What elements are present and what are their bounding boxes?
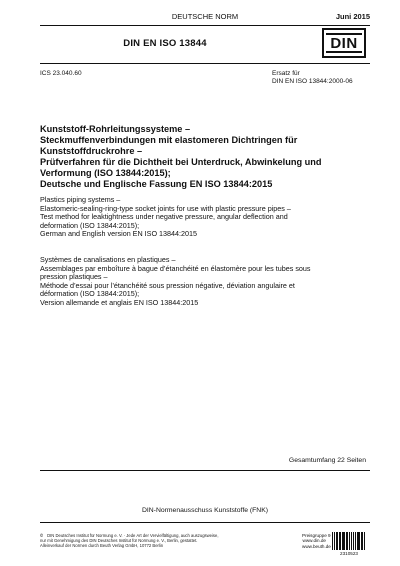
publisher-info: [302, 533, 331, 549]
barcode-bar: [358, 532, 359, 550]
title-french: [40, 256, 366, 308]
title-de-line: Steckmuffenverbindungen mit elastomeren Dichtringen für: [40, 135, 298, 145]
barcode-bar: [346, 532, 347, 550]
barcode-bar: [332, 532, 333, 550]
copyright-symbol: ©: [40, 533, 44, 538]
title-fr-line: Méthode d’essai pour l’étanchéité sous pression négative, déviation angulaire et: [40, 280, 295, 290]
replacement-value: DIN EN ISO 13844:2000-06: [272, 78, 353, 85]
header-bottom-divider: [40, 63, 370, 64]
title-english: [40, 196, 366, 239]
title-fr-line: pression plastiques –: [40, 272, 108, 282]
title-en-line: Test method for leaktightness under negative pressure, angular deflection and: [40, 212, 288, 222]
barcode-bar: [334, 532, 335, 550]
body-bottom-divider: [40, 470, 370, 471]
barcode-bar: [364, 532, 365, 550]
barcode-bar: [361, 532, 362, 550]
title-german: [40, 124, 366, 190]
barcode-bar: [357, 532, 358, 550]
barcode-bar: [343, 532, 344, 550]
copyright-line: nur mit Genehmigung des DIN Deutsches Institut für Normung e. V., Berlin, gestattet.: [40, 538, 198, 544]
beuth-url[interactable]: www.beuth.de: [302, 543, 331, 549]
barcode-bar: [347, 532, 348, 550]
title-en-line: German and English version EN ISO 13844:2015: [40, 229, 198, 239]
din-logo: [322, 28, 366, 58]
footer-divider: [40, 522, 370, 523]
barcode: [332, 532, 366, 550]
page-count: Gesamtumfang 22 Seiten: [288, 457, 366, 464]
issue-date: Juni 2015: [335, 12, 370, 21]
title-en-line: deformation (ISO 13844:2015);: [40, 220, 140, 230]
barcode-bar: [337, 532, 338, 550]
price-group: Preisgruppe 9: [302, 533, 331, 538]
header-top: [40, 12, 370, 24]
title-fr-line: Systèmes de canalisations en plastiques –: [40, 255, 176, 264]
din-url[interactable]: www.din.de: [302, 538, 326, 544]
title-en-line: Elastomeric-sealing-ring-type socket joints for use with plastic pressure pipes –: [40, 203, 291, 213]
barcode-bar: [351, 532, 352, 550]
title-fr-line: déformation (ISO 13844:2015);: [40, 289, 140, 299]
din-logo-text: DIN: [330, 34, 358, 52]
barcode-bar: [342, 532, 343, 550]
ics-code: ICS 23.040.60: [40, 70, 82, 77]
copyright-line: DIN Deutsches Institut für Normung e. V. · Jede Art der Vervielfältigung, auch auszugsweise,: [47, 533, 219, 538]
title-de-line: Prüfverfahren für die Dichtheit bei Unterdruck, Abwinkelung und: [40, 157, 322, 167]
title-de-line: Kunststoff-Rohrleitungssysteme –: [40, 124, 191, 134]
barcode-bar: [339, 532, 341, 550]
committee-name: DIN-Normenausschuss Kunststoffe (FNK): [141, 507, 269, 514]
title-fr-line: Version allemande et anglais EN ISO 13844:2015: [40, 297, 199, 307]
barcode-bar: [353, 532, 355, 550]
barcode-number: 2310523: [340, 551, 358, 556]
copyright-notice: [40, 533, 218, 549]
title-en-line: Plastics piping systems –: [40, 195, 121, 204]
replacement-label: Ersatz für: [272, 70, 300, 77]
barcode-bar: [336, 532, 337, 550]
copyright-line: Alleinverkauf der Normen durch Beuth Verlag GmbH, 10772 Berlin: [40, 543, 164, 549]
title-de-line: Kunststoffdruckrohre –: [40, 146, 143, 156]
title-fr-line: Assemblages par emboîture à bague d’étanchéité en élastomère pour les tubes sous: [40, 263, 311, 273]
norm-label: DEUTSCHE NORM: [171, 12, 239, 21]
title-de-line: Verformung (ISO 13844:2015);: [40, 168, 171, 178]
barcode-bar: [349, 532, 350, 550]
replacement-info: [272, 70, 353, 86]
barcode-bar: [355, 532, 356, 550]
document-number: DIN EN ISO 13844: [123, 38, 207, 49]
barcode-bar: [362, 532, 363, 550]
header-divider: [40, 25, 370, 26]
title-de-line: Deutsche und Englische Fassung EN ISO 13844:2015: [40, 179, 273, 189]
